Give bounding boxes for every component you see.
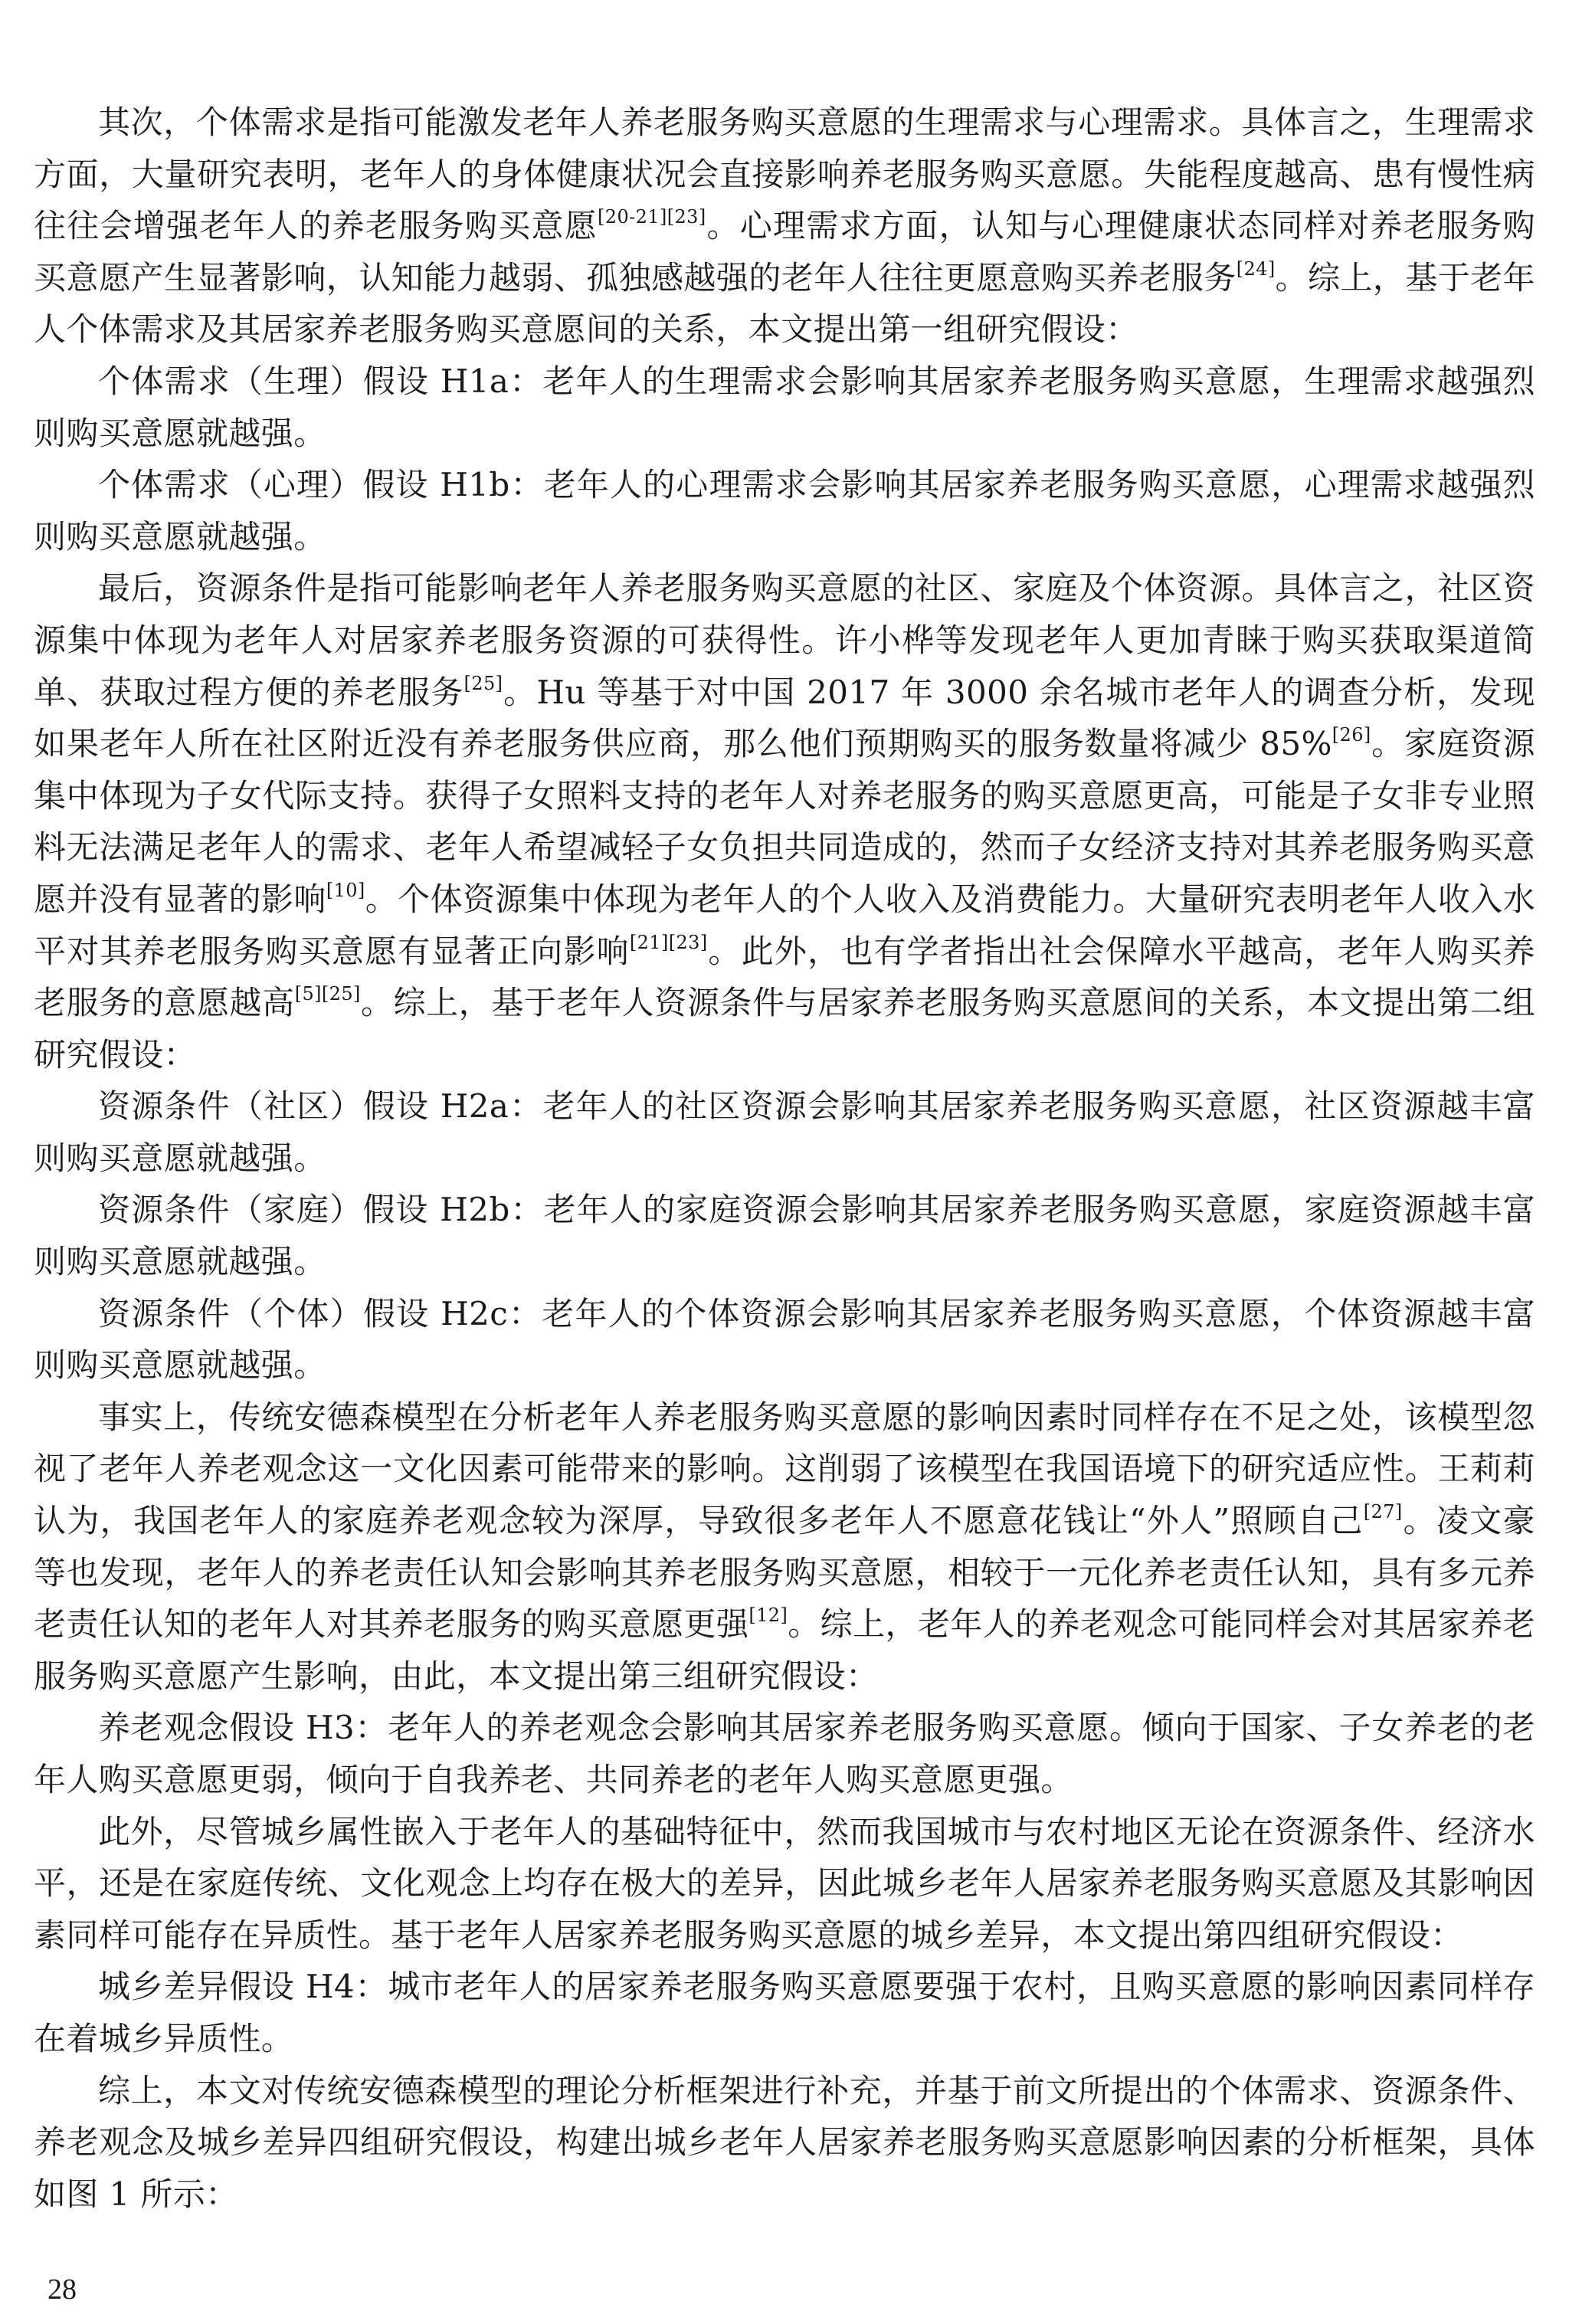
paragraph-text: 个体需求（生理）假设 H1a：老年人的生理需求会影响其居家养老服务购买意愿，生理需求越强烈则购买意愿就越强。	[34, 362, 1535, 452]
paragraph	[34, 2065, 1535, 2221]
paragraph-text: 。此外，也有学者指出社会保障水平越高，老年人购买养老服务的意愿越高	[34, 932, 1535, 1022]
paragraph-text: 最后，资源条件是指可能影响老年人养老服务购买意愿的社区、家庭及个体资源。具体言之，社区资源集中体现为老年人对居家养老服务资源的可获得性。许小桦等发现老年人更加青睐于购买获取渠道简单、获取过程方便的养老服务	[34, 569, 1535, 711]
paragraph-text: 资源条件（个体）假设 H2c：老年人的个体资源会影响其居家养老服务购买意愿，个体资源越丰富则购买意愿就越强。	[34, 1294, 1535, 1385]
paragraph-text: 。综上，基于老年人个体需求及其居家养老服务购买意愿间的关系，本文提出第一组研究假设：	[34, 258, 1535, 349]
paragraph	[34, 356, 1535, 459]
paragraph-text: 事实上，传统安德森模型在分析老年人养老服务购买意愿的影响因素时同样存在不足之处，该模型忽视了老年人养老观念这一文化因素可能带来的影响。这削弱了该模型在我国语境下的研究适应性。王莉莉认为，我国老年人的家庭养老观念较为深厚，导致很多老年人不愿意花钱让“外人”照顾自己	[34, 1398, 1535, 1540]
paragraph-text: 其次，个体需求是指可能激发老年人养老服务购买意愿的生理需求与心理需求。具体言之，生理需求方面，大量研究表明，老年人的身体健康状况会直接影响养老服务购买意愿。失能程度越高、患有慢性病往往会增强老年人的养老服务购买意愿	[34, 103, 1535, 245]
paragraph-text: 个体需求（心理）假设 H1b：老年人的心理需求会影响其居家养老服务购买意愿，心理需求越强烈则购买意愿就越强。	[34, 466, 1535, 556]
body-text	[34, 97, 1535, 2220]
paragraph	[34, 1961, 1535, 2064]
citation-reference: [20-21][23]	[598, 206, 706, 228]
citation-reference: [10]	[326, 879, 365, 901]
paragraph-text: 城乡差异假设 H4：城市老年人的居家养老服务购买意愿要强于农村，且购买意愿的影响因素同样存在着城乡异质性。	[34, 1968, 1535, 2057]
paragraph	[34, 1184, 1535, 1287]
citation-reference: [21][23]	[629, 931, 708, 953]
paragraph-text: 综上，本文对传统安德森模型的理论分析框架进行补充，并基于前文所提出的个体需求、资源条件、养老观念及城乡差异四组研究假设，构建出城乡老年人居家养老服务购买意愿影响因素的分析框架，具体如图 1 所示：	[34, 2071, 1535, 2213]
citation-reference: [12]	[748, 1605, 788, 1627]
paragraph	[34, 97, 1535, 356]
paragraph-text: 。凌文豪等也发现，老年人的养老责任认知会影响其养老服务购买意愿，相较于一元化养老责任认知，具有多元养老责任认知的老年人对其养老服务的购买意愿更强	[34, 1502, 1535, 1644]
paragraph-text: 资源条件（家庭）假设 H2b：老年人的家庭资源会影响其居家养老服务购买意愿，家庭资源越丰富则购买意愿就越强。	[34, 1191, 1535, 1281]
paragraph-text: 资源条件（社区）假设 H2a：老年人的社区资源会影响其居家养老服务购买意愿，社区资源越丰富则购买意愿就越强。	[34, 1087, 1535, 1177]
paragraph-text: 。Hu 等基于对中国 2017 年 3000 余名城市老年人的调查分析，发现如果老年人所在社区附近没有养老服务供应商，那么他们预期购买的服务数量将减少 85%	[34, 673, 1536, 763]
paragraph-text: 。家庭资源集中体现为子女代际支持。获得子女照料支持的老年人对养老服务的购买意愿更高，可能是子女非专业照料无法满足老年人的需求、老年人希望减轻子女负担共同造成的，然而子女经济支持对其养老服务购买意愿并没有显著的影响	[34, 725, 1535, 918]
paragraph-text: 。综上，老年人的养老观念可能同样会对其居家养老服务购买意愿产生影响，由此，本文提出第三组研究假设：	[34, 1605, 1535, 1695]
paragraph-text: 。心理需求方面，认知与心理健康状态同样对养老服务购买意愿产生显著影响，认知能力越弱、孤独感越强的老年人往往更愿意购买养老服务	[34, 207, 1535, 297]
paragraph	[34, 1391, 1535, 1703]
paragraph	[34, 1288, 1535, 1391]
paragraph-text: 养老观念假设 H3：老年人的养老观念会影响其居家养老服务购买意愿。倾向于国家、子女养老的老年人购买意愿更弱，倾向于自我养老、共同养老的老年人购买意愿更强。	[34, 1709, 1535, 1798]
paragraph	[34, 1702, 1535, 1805]
paragraph	[34, 562, 1535, 1080]
citation-reference: [26]	[1332, 724, 1371, 746]
paragraph-text: 。个体资源集中体现为老年人的个人收入及消费能力。大量研究表明老年人收入水平对其养老服务购买意愿有显著正向影响	[34, 880, 1535, 970]
paragraph-text: 此外，尽管城乡属性嵌入于老年人的基础特征中，然而我国城市与农村地区无论在资源条件、经济水平，还是在家庭传统、文化观念上均存在极大的差异，因此城乡老年人居家养老服务购买意愿及其影响因素同样可能存在异质性。基于老年人居家养老服务购买意愿的城乡差异，本文提出第四组研究假设：	[34, 1812, 1535, 1954]
paragraph	[34, 1080, 1535, 1184]
paragraph-text: 。综上，基于老年人资源条件与居家养老服务购买意愿间的关系，本文提出第二组研究假设：	[34, 984, 1535, 1073]
paragraph	[34, 1806, 1535, 1962]
citation-reference: [25]	[463, 672, 503, 694]
citation-reference: [5][25]	[294, 983, 361, 1005]
citation-reference: [27]	[1363, 1501, 1403, 1523]
citation-reference: [24]	[1236, 257, 1276, 280]
paragraph	[34, 459, 1535, 562]
page-number: 28	[47, 2273, 77, 2306]
